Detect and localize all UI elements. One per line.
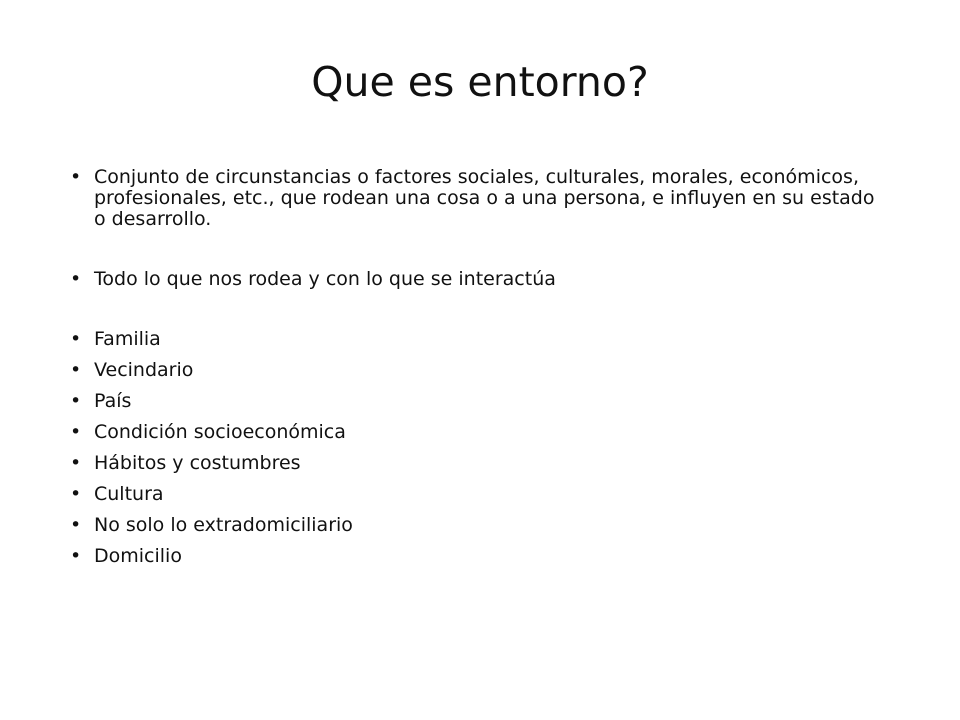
bullet-text: Condición socioeconómica xyxy=(94,421,346,443)
bullet-icon: • xyxy=(70,166,82,188)
bullet-text: Familia xyxy=(94,328,161,350)
bullet-icon: • xyxy=(70,483,82,505)
slide-title: Que es entorno? xyxy=(311,58,649,106)
bullet-item-definition xyxy=(70,167,890,230)
bullet-text: Vecindario xyxy=(94,359,194,381)
bullet-text: Cultura xyxy=(94,483,164,505)
bullet-icon: • xyxy=(70,514,82,536)
bullet-icon: • xyxy=(70,390,82,412)
bullet-text: Todo lo que nos rodea y con lo que se interactúa xyxy=(94,268,556,290)
bullet-text: Conjunto de circunstancias o factores sociales, culturales, morales, económicos, profesionales, etc., que rodean una cosa o a una persona, e influyen en su estado o desarrollo. xyxy=(94,166,875,230)
bullet-item-pais xyxy=(70,391,890,412)
bullet-list xyxy=(70,167,890,567)
bullet-item-extradomiciliario xyxy=(70,515,890,536)
bullet-icon: • xyxy=(70,452,82,474)
bullet-icon: • xyxy=(70,328,82,350)
bullet-item-vecindario xyxy=(70,360,890,381)
bullet-icon: • xyxy=(70,545,82,567)
bullet-icon: • xyxy=(70,268,82,290)
bullet-item-condicion xyxy=(70,422,890,443)
bullet-icon: • xyxy=(70,421,82,443)
bullet-icon: • xyxy=(70,359,82,381)
bullet-item-habitos xyxy=(70,453,890,474)
bullet-item-cultura xyxy=(70,484,890,505)
bullet-item-domicilio xyxy=(70,546,890,567)
bullet-text: País xyxy=(94,390,132,412)
bullet-item-surroundings xyxy=(70,269,890,290)
bullet-item-familia xyxy=(70,329,890,350)
bullet-text: Hábitos y costumbres xyxy=(94,452,301,474)
bullet-text: No solo lo extradomiciliario xyxy=(94,514,353,536)
bullet-text: Domicilio xyxy=(94,545,182,567)
